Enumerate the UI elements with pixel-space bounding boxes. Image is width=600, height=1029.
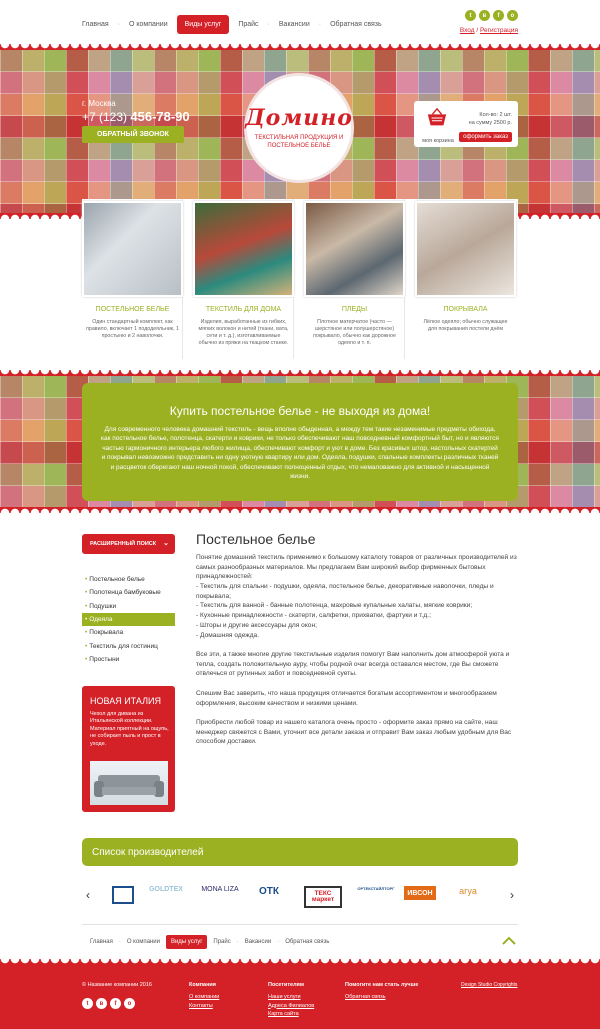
card-bedding[interactable]: ПОСТЕЛЬНОЕ БЕЛЬЕ Один стандартный комплект, как правило, включает 1 пододеяльник, 1 простыню и 2 наволочки. xyxy=(82,199,183,359)
nav-home[interactable]: Главная xyxy=(82,20,109,28)
manufacturers-heading: Список производителей xyxy=(82,838,518,866)
card-bedspreads[interactable]: ПОКРЫВАЛА Лёгкое одеяло; обычно служащее для покрывания постели днём xyxy=(415,199,516,359)
sidebar-item-blankets[interactable]: • Одеяла xyxy=(82,613,175,626)
manufacturers-carousel xyxy=(82,880,518,912)
sidebar-item-bedspreads[interactable]: • Покрывала xyxy=(85,629,124,637)
vk-icon[interactable]: в xyxy=(96,998,107,1009)
content-paragraph: Спешим Вас заверить, что наша продукция отличается богатым ассортиментом и многообразием оформления, высоким качеством и низкими ценами. xyxy=(196,690,497,707)
footer-col-visitors: Посетителям Наши услуги Адреса Филиалов Карта сайта xyxy=(268,982,315,1018)
sidebar-item-pillows[interactable]: • Подушки xyxy=(85,602,117,610)
odnoklassniki-icon[interactable]: о xyxy=(124,998,135,1009)
footer-link[interactable]: О компании xyxy=(189,993,220,1000)
city-label: г. Москва xyxy=(82,99,116,108)
twitter-icon[interactable]: t xyxy=(465,10,476,21)
category-cards xyxy=(82,199,518,359)
design-studio-link[interactable]: Design Studio Copyrights xyxy=(461,982,518,988)
bottom-nav: Главная · О компании Виды услуг Прайс · Вакансии · Обратная связь xyxy=(90,933,335,951)
content-paragraph: Понятие домашний текстиль применимо к большому каталогу товаров от различных производителей из самых разнообразных материалов. Мы предлагаем Вам широкий выбор фирменных бытовых принадлежностей: xyxy=(196,554,517,581)
sidebar-item-towels[interactable]: • Полотенца бамбуковые xyxy=(85,589,161,597)
manufacturer-logo[interactable]: ТЕКС маркет xyxy=(304,886,342,908)
scroll-top-icon[interactable] xyxy=(502,936,516,946)
footer-link[interactable]: Контакты xyxy=(189,1002,213,1009)
manufacturer-logo[interactable]: ОРТЕКСТАЙЛТОРГ xyxy=(357,886,395,891)
promo-sofa-image xyxy=(90,761,168,805)
manufacturer-logo[interactable] xyxy=(112,886,134,904)
banner-scallop-bottom xyxy=(0,507,600,513)
logo-subtitle: ТЕКСТИЛЬНАЯ ПРОДУКЦИЯ И ПОСТЕЛЬНОЕ БЕЛЬЕ xyxy=(254,135,344,149)
footer-nav-price[interactable]: Прайс xyxy=(213,939,231,945)
content-paragraph: Все эти, а также многие другие текстильные изделия помогут Вам наполнить дом атмосферой уюта и тепла, создать положительную ауру, чтобы родной очаг всегда оставался местом, где Вы сможете отвлечься от рутинных забот и повседневной суеты. xyxy=(196,651,510,678)
cart-label: моя корзина xyxy=(422,138,454,144)
advanced-search-button[interactable]: РАСШИРЕННЫЙ ПОИСК ⌄ xyxy=(82,534,175,554)
footer-link[interactable]: Карта сайта xyxy=(268,1011,299,1018)
cart-summary: Кол-во: 2 шт. на сумму 2500 р. xyxy=(468,112,512,126)
footer-copyright: © Название компании 2016 xyxy=(82,982,152,988)
manufacturer-logo[interactable]: ОТК xyxy=(259,886,279,897)
manufacturer-logo[interactable]: агуа xyxy=(459,886,477,896)
cart-widget xyxy=(414,101,518,147)
social-links xyxy=(465,10,518,21)
footer-col-feedback: Помогите нам стать лучше Обратная связь xyxy=(345,982,419,1000)
divider xyxy=(82,924,518,925)
content-paragraph: - Текстиль для спальни - подушки, одеяла, постельное белье, декоративные наволочки, пледы и покрывала; xyxy=(196,583,494,600)
nav-feedback[interactable]: Обратная связь xyxy=(330,20,382,28)
chevron-right-icon[interactable]: › xyxy=(510,888,514,902)
auth-links: Вход / Регистрация xyxy=(459,27,518,34)
sidebar-item-sheets[interactable]: • Простыни xyxy=(85,655,120,663)
footer-nav-feedback[interactable]: Обратная связь xyxy=(285,939,330,945)
footer-social xyxy=(82,998,135,1009)
footer-nav-services[interactable]: Виды услуг xyxy=(166,935,207,949)
footer-link[interactable]: Адреса Филиалов xyxy=(268,1002,315,1009)
nav-services[interactable]: Виды услуг xyxy=(177,15,230,34)
footer xyxy=(0,965,600,1029)
card-image xyxy=(82,201,183,297)
footer-link[interactable]: Обратная связь xyxy=(345,993,386,1000)
nav-price[interactable]: Прайс xyxy=(238,20,259,28)
callback-button[interactable]: ОБРАТНЫЙ ЗВОНОК xyxy=(82,126,184,143)
promo-banner xyxy=(82,383,518,501)
nav-about[interactable]: О компании xyxy=(129,20,168,28)
phone-number: +7 (123) 456-78-90 xyxy=(82,109,190,124)
content-paragraph: - Кухонные принадлежности - скатерти, салфетки, прихватки, фартуки и т.д.; xyxy=(196,612,431,619)
card-image xyxy=(304,201,405,297)
odnoklassniki-icon[interactable]: о xyxy=(507,10,518,21)
logo-brand: Домино xyxy=(245,105,353,132)
facebook-icon[interactable]: f xyxy=(493,10,504,21)
chevron-left-icon[interactable]: ‹ xyxy=(86,888,90,902)
site-logo[interactable] xyxy=(244,73,354,183)
basket-icon[interactable] xyxy=(426,107,448,129)
vk-icon[interactable]: в xyxy=(479,10,490,21)
card-plaids[interactable]: ПЛЕДЫ Плотное матерчатое (часто — шерстяное или полушерстяное) покрывало, обычно как дорожное одеяло и т. п. xyxy=(304,199,405,359)
manufacturer-logo[interactable]: ИВСОН xyxy=(404,886,436,900)
sidebar-menu xyxy=(82,573,175,666)
page-title: Постельное белье xyxy=(196,531,316,547)
twitter-icon[interactable]: t xyxy=(82,998,93,1009)
card-image xyxy=(193,201,294,297)
content-paragraph: - Шторы и другие аксессуары для окон; xyxy=(196,622,317,629)
manufacturer-logo[interactable]: MONA LIZA xyxy=(201,886,239,893)
content-paragraph: - Текстиль для ванной - банные полотенца, махровые купальные халаты, мягкие коврики; xyxy=(196,602,473,609)
sidebar-promo[interactable] xyxy=(82,686,175,812)
content-paragraph: Приобрести любой товар из нашего каталога очень просто - оформите заказ прямо на сайте, наш менеджер свяжется с Вами, уточнит все детали заказа и отправит Вам заказ любым удобным для Вас способом доставки. xyxy=(196,719,512,746)
sidebar-item-hotel-textile[interactable]: • Текстиль для гостиниц xyxy=(85,642,158,650)
footer-nav-about[interactable]: О компании xyxy=(126,939,160,945)
chevron-down-icon: ⌄ xyxy=(163,540,169,547)
footer-link[interactable]: Наши услуги xyxy=(268,993,301,1000)
footer-nav-vacancies[interactable]: Вакансии xyxy=(244,939,272,945)
login-link[interactable]: Вход xyxy=(459,27,475,34)
sidebar-item-bedding[interactable]: • Постельное белье xyxy=(85,576,145,584)
footer-col-company: Компания О компании Контакты xyxy=(189,982,220,1009)
card-image xyxy=(415,201,516,297)
top-nav: Главная · О компании Виды услуг Прайс · Вакансии · Обратная связь xyxy=(82,14,391,34)
manufacturer-logo[interactable]: GOLDTEX xyxy=(149,886,183,893)
promo-title: НОВАЯ ИТАЛИЯ xyxy=(90,696,161,706)
register-link[interactable]: Регистрация xyxy=(480,27,518,34)
promo-text: Чехол для дивана из Итальянской коллекции. Материал приятный на ощупь, не собирает пыль и прост в уходе. xyxy=(90,711,169,747)
nav-vacancies[interactable]: Вакансии xyxy=(278,20,310,28)
card-home-textile[interactable]: ТЕКСТИЛЬ ДЛЯ ДОМА Изделия, выработанные из гибких, мягких волокон и нитей (ткани, вата, сети и т. д.), изготавливаемые обычно из пряжи на ткацком станке. xyxy=(193,199,294,359)
banner-text: Для современного человека домашний текстиль - вещь вполне обыденная, а между тем такие незаменимые предметы обихода, как постельное белье, полотенца, скатерти и коврики, не только обеспечивают наш повседневный комфортный быт, но и являются частью гармоничного интерьера любого жилища, обеспечивают комфорт и уют в доме. Без красивых штор, настольных скатертей и покрывал невозможно представить ни одну уютную квартиру или дом. Одеяла, подушки, спальные комплекты различных тканей и расцветок оберегают наш ночной покой, обеспечивают полноценный отдых, что немаловажно для активной и насыщенной жизни. xyxy=(101,426,499,481)
checkout-button[interactable]: оформить заказ xyxy=(459,132,512,142)
footer-nav-home[interactable]: Главная xyxy=(90,939,113,945)
banner-heading: Купить постельное белье - не выходя из дома! xyxy=(169,404,431,418)
facebook-icon[interactable]: f xyxy=(110,998,121,1009)
content-paragraph: - Домашняя одежда. xyxy=(196,632,260,639)
